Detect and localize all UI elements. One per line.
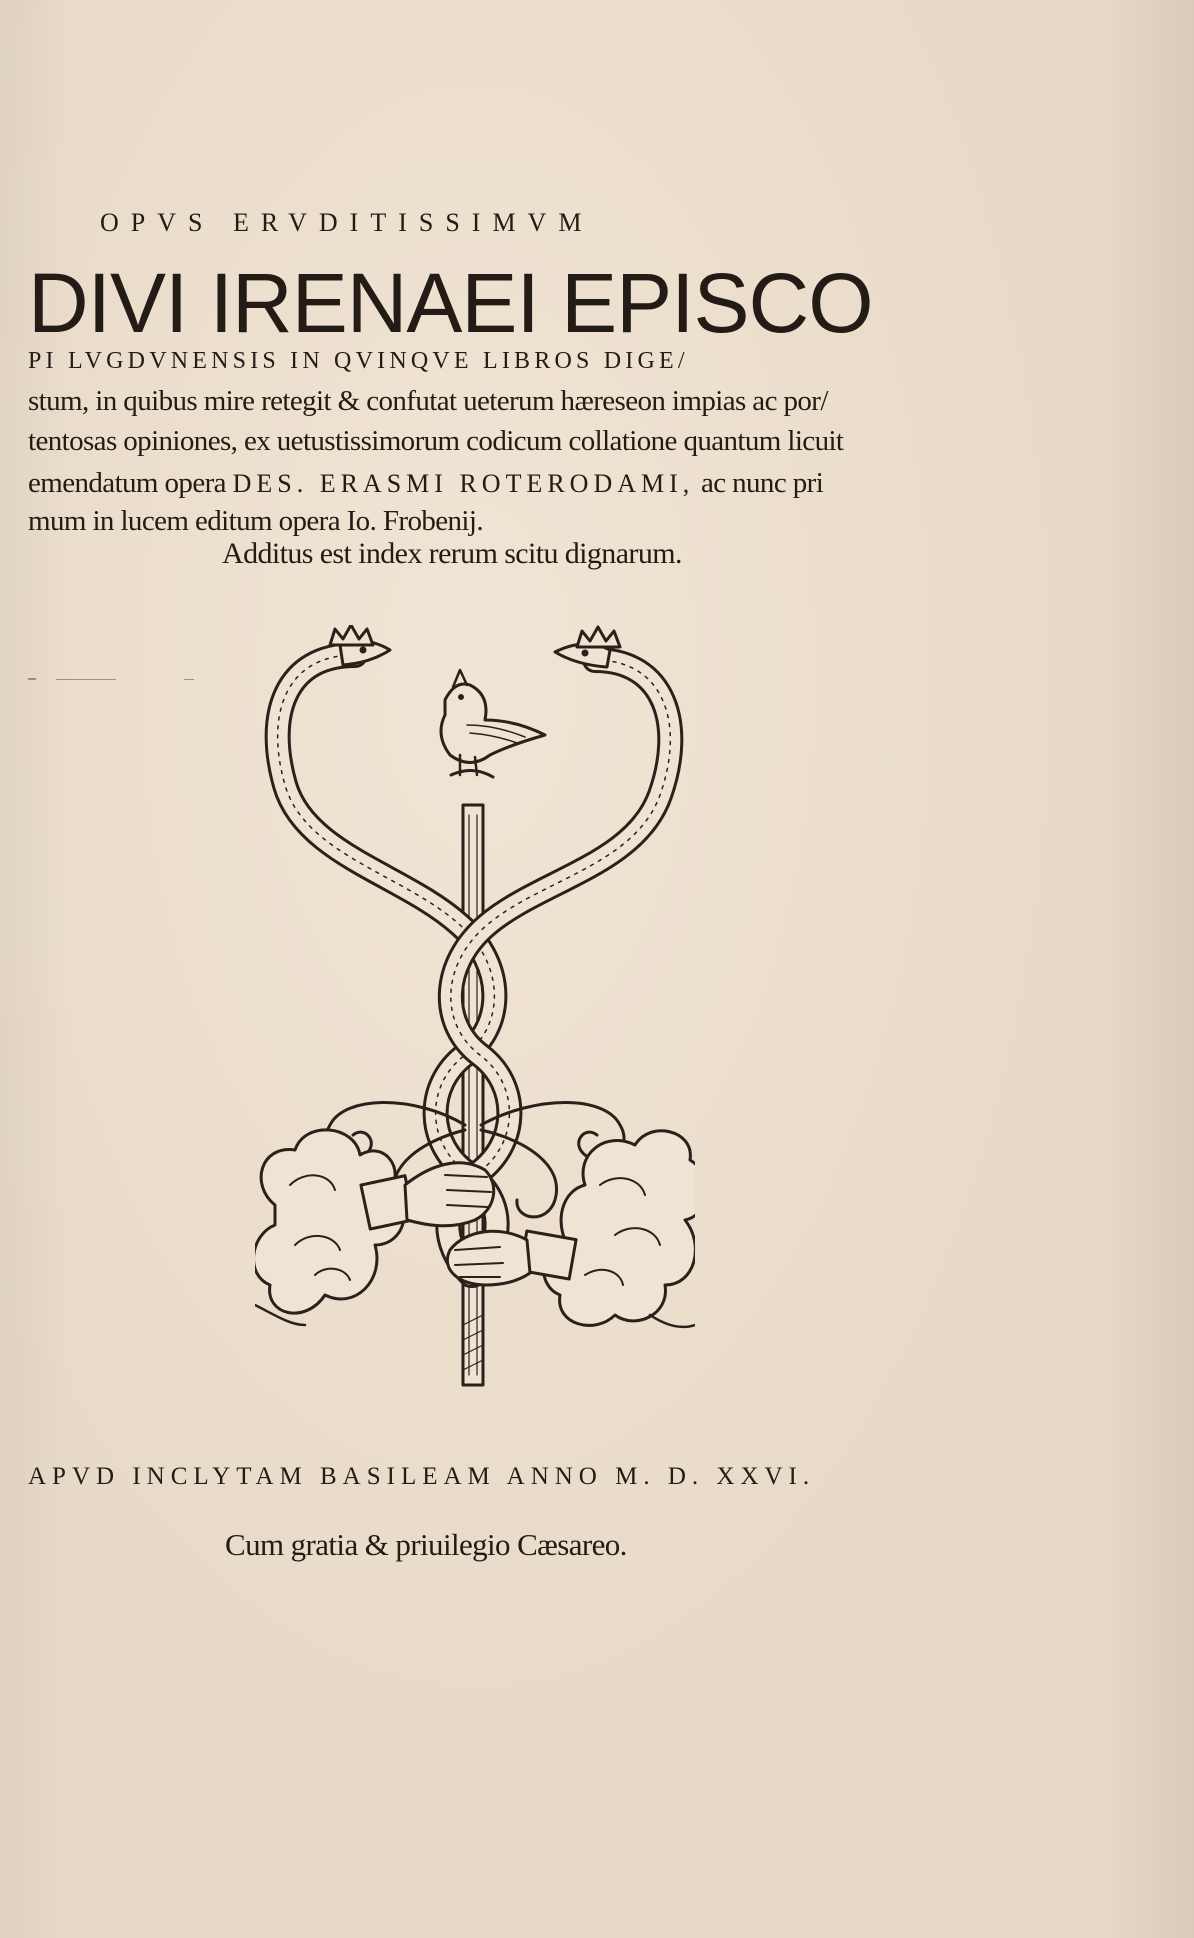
right-crown-icon — [577, 627, 620, 647]
staff — [463, 805, 483, 1385]
left-crown-icon — [330, 625, 373, 645]
text-line-mum-in-lucem: mum in lucem editum opera Io. Frobenij. — [28, 505, 484, 537]
text-line-stum: stum, in quibus mire retegit & confutat ueterum hæreseon impias ac por/ — [28, 385, 828, 417]
privilege-line: Cum gratia & priuilegio Cæsareo. — [225, 1527, 627, 1562]
bird-icon — [441, 670, 545, 777]
stray-mark — [28, 678, 36, 680]
printers-device-woodcut — [255, 625, 695, 1395]
text-line-tentosas: tentosas opiniones, ex uetustissimorum codicum collatione quantum licuit — [28, 425, 844, 457]
heading-lugdunensis: PI LVGDVNENSIS IN QVINQVE LIBROS DIGE/ — [28, 348, 689, 374]
text-erasmus-name: DES. ERASMI ROTERODAMI, — [232, 469, 695, 498]
imprint-basilea: APVD INCLYTAM BASILEAM ANNO M. D. XXVI. — [28, 1463, 816, 1490]
text-ac-nunc-pri: ac nunc pri — [700, 467, 824, 499]
text-line-additus: Additus est index rerum scitu dignarum. — [222, 537, 682, 570]
stray-mark — [56, 679, 116, 680]
text-emendatum-opera: emendatum opera — [28, 467, 226, 499]
heading-opus-eruditissimum: OPVS ERVDITISSIMVM — [100, 208, 594, 237]
text-line-emendatum — [28, 467, 823, 500]
stray-mark — [184, 679, 194, 680]
heading-divi-irenaei: DIVI IRENAEI EPISCO — [28, 256, 873, 350]
